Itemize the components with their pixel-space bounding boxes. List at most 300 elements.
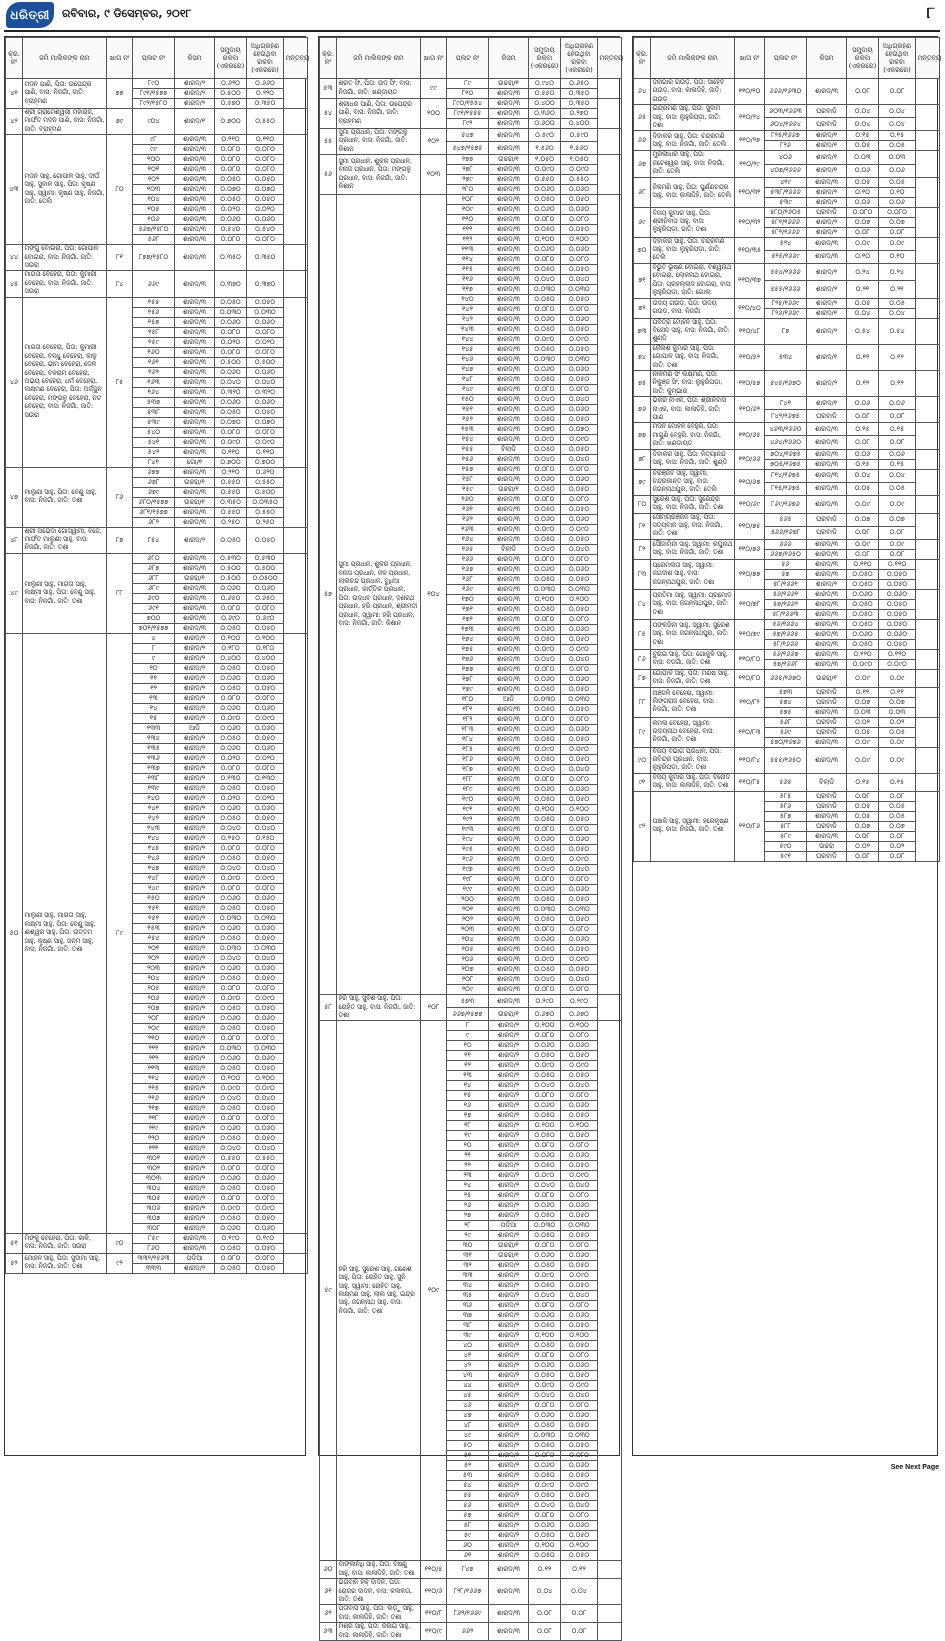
total-area: ୦.୦୩୦ [529,585,561,595]
acquired-area: ୦.୦୬୦ [561,405,598,415]
acquired-area: ୦.୫୪ [879,318,916,344]
plot-number: ୮୫୪ [133,527,175,553]
total-area: ୦.୦୫୦ [215,663,247,673]
total-area: ୦.୦୫୦ [215,1243,247,1253]
kisam: ଶାରଦ/୨ [489,1261,529,1271]
total-area: ୦.୦୫ [847,727,879,737]
plot-number: ୬୮୮ [133,573,175,583]
remarks [916,649,940,669]
acquired-area: ୦.୦୪ [879,105,916,118]
khata-number: ୧୧୦/୮୬ [735,791,765,861]
acquired-area: ୦.୦୮୦ [247,155,284,165]
acquired-area: ୦.୦୬୦ [247,803,284,813]
kisam: ଶାରଦ/୨ [489,1401,529,1411]
acquired-area: ୦.୦୫୦ [247,683,284,693]
plot-number: ୧୮ [447,1121,489,1131]
total-area: ୦.୦୮ [847,851,879,861]
kisam: ଘରବାଡି [807,687,847,697]
plot-number: ୨୦୯ [133,1023,175,1033]
total-area: ୦.୬୫୦ [215,593,247,603]
remarks [916,423,940,449]
plot-number: ୨୧୦ [133,1033,175,1043]
kisam: ଶାରଦ/୩ [807,747,847,773]
total-area: ୦.୦୩୦ [215,1043,247,1053]
plot-number: ୨୩ [447,1171,489,1181]
plot-number: ୧୧୬ [447,275,489,285]
plot-number: ୨୨ [447,1161,489,1171]
total-area: ୦.୧୦୦ [529,1021,561,1031]
total-area: ୦.୦୮ [847,79,879,105]
total-area: ୦.୦୮ [529,1605,561,1623]
owner-name: ଶ୍ରୀଧର ପାଣି, ପିତା: ଉପେନ୍ଦ୍ର ପାଣି, ବାସ: ନିଜଗାଁ, ଜାତି: ବ୍ରାହ୍ମଣ [337,99,421,129]
kisam: ଶାରଦ/୨ [489,1541,529,1551]
kisam: ଶାରଦ/୨ [489,1051,529,1061]
total-area: ୦.୦୪୦ [529,1181,561,1191]
total-area: ୦.୦୮ [847,791,879,801]
acquired-area: ୦.୧୧୦ [879,559,916,569]
plot-number: ୪୬ [447,1401,489,1411]
remarks [598,155,622,195]
total-area: ୦.୦୮ [847,831,879,841]
acquired-area: ୦.୦୬୦ [561,245,598,255]
plot-number: ୧୭୮ [447,675,489,685]
acquired-area: ୧.୦୫୦ [561,155,598,165]
kisam: ଶାରଦ/୨ [489,1081,529,1091]
kisam: ଶାରଦ/୨ [489,1471,529,1481]
kisam: ଶାରଦ/୧ [807,164,847,177]
kisam: ଶାରଦ/୩ [489,975,529,985]
total-area: ୦.୦୩୦ [529,695,561,705]
owner-name: ଚିରଞ୍ଜିବ ସାହୁ, ସ୍ୱାମୀ: ଚନ୍ଦ୍ରକାନ୍ତ ସାହୁ, ବାସ: ଜଗନ୍ନାଥପୁର, ଜାତି: ତେଲି [651,469,735,495]
total-area: ୦.୦୬ [847,397,879,410]
acquired-area: ୦.୦୬୦ [561,1201,598,1211]
acquired-area: ୦.୦୯୦ [561,1061,598,1071]
acquired-area: ୦.୦୪୦ [247,823,284,833]
kisam: ଶାରଦ/୨ [175,973,215,983]
acquired-area: ୦.୦୫୦ [561,1491,598,1501]
acquired-area: ୦.୫୫୦ [247,507,284,517]
plot-number: ୮୨୬ [765,141,807,151]
plot-number: ୧୮୭ [447,765,489,775]
total-area: ୦.୦୫ [847,801,879,811]
plot-number: ୧୪ [447,1081,489,1091]
acquired-area: ୦.୦୬ [879,164,916,177]
total-area: ୦.୦୮୦ [529,1511,561,1521]
kisam: ଶାରଦ/୨ [175,783,215,793]
plot-number: ୧୪୪ [133,833,175,843]
kisam: ଶାରଦ/୩ [175,437,215,447]
kisam: ଶାରଦ/୨ [489,1321,529,1331]
plot-number: ୭୦୫/୧୬୭୫ [765,459,807,469]
header-remarks: ମନ୍ତବ୍ୟ [598,38,622,79]
kisam: ଶାରଦ/୩ [489,825,529,835]
acquired-area: ୦.୦୮୦ [561,985,598,995]
kisam: ଶାରଦ/୩ [489,945,529,955]
table-row [320,99,622,109]
acquired-area: ୦.୦୫୦ [561,1421,598,1431]
remarks [916,318,940,344]
total-area: ୦.୦୫୦ [529,1261,561,1271]
total-area: ୦.୦୨ [847,841,879,851]
kisam: ଶାରଦ/୩ [807,609,847,619]
plot-number: ୧୫୮ [447,475,489,485]
plot-number: ୬୬୬/୧୬୩୦ [765,79,807,105]
table-row [634,344,940,370]
total-area: ୦.୦୭ [847,821,879,831]
remarks [284,1233,308,1253]
kisam: ଶାରଦ/୩ [175,377,215,387]
acquired-area: ୦.୦୮୦ [561,825,598,835]
plot-number: ୬୭୮ [133,477,175,487]
table-row [634,423,940,436]
serial-number: ୮୯ [634,717,651,747]
khata-number: ୮୫ [107,297,133,467]
total-area: ୦.୦୫୦ [529,575,561,585]
kisam: ଶାରଦ/୩ [489,165,529,175]
total-area: ୦.୦୫୦ [215,1133,247,1143]
acquired-area: ୦.୦୬୦ [561,935,598,945]
acquired-area: ୦.୦୮୦ [247,693,284,703]
acquired-area: ୦.୦୫ [879,298,916,308]
kisam: ଶାରଦ/୧ [807,151,847,164]
acquired-area: ୦.୦୫୦ [561,605,598,615]
remarks [916,263,940,298]
total-area: ୦.୦୬୦ [215,723,247,733]
acquired-area: ୦.୦୫ [879,727,916,737]
total-area: ୦.୦୯୦ [529,1271,561,1281]
kisam: ଶାରଦ/୨ [175,913,215,923]
kisam: ଶାରଦ/୩ [489,705,529,715]
plot-number: ୮୭ [765,318,807,344]
serial-number: ୮୪ [634,589,651,619]
plot-number: ୧୪୧ [133,803,175,813]
kisam: ଶାରଦ/୩ [489,405,529,415]
plot-number: ୨୦୨ [133,953,175,963]
plot-number: ୧୩୮ [133,773,175,783]
plot-number: ୧୦୨ [133,175,175,185]
plot-number: ୨୨୧ [133,1143,175,1153]
owner-name: ଜିକମଣି ସାହୁ, ପିତା: ପୁର୍ଣ୍ଣଚନ୍ଦ୍ର ସାହୁ, ବାସ: କାଳାଡିହି, ଜାତି: ତେଲି [651,177,735,207]
plot-number: ୮୭୭/୧୫୮୦ [133,245,175,271]
plot-number: ୫୭/୧୬୬୨ [765,599,807,609]
owner-name: ମାଲୁଣୀ ସାହୁ, ମାଗତା ସାହୁ, ଲକ୍ଷ୍ମୀ ସାହୁ, ପିତା: ବେଣୁ ସାହୁ, ଈଶ୍ୱର ସାହୁ, ପିତା: ଉତ୍ତମ ସାହୁ, କୃଷ୍ଣ ସାହୁ, ଜନ୍ମ ସାହୁ, ବାସ: ନିଜଗାଁ, ଜାତି: ତଶା [23,633,107,1233]
total-area: ୦.୦୫୦ [215,813,247,823]
remarks [916,513,940,539]
kisam: ଶାରଦ/୨ [175,1033,215,1043]
kisam: ଶାରଦ/୨ [175,703,215,713]
kisam: ଶାରଦ/୨ [175,813,215,823]
plot-number: ୬୬୭/୧୬୫୦ [765,549,807,559]
kisam: ଶାରଦ/୩ [489,555,529,565]
plot-number: ୧୯୬ [447,855,489,865]
acquired-area: ୦.୧୦୦ [247,633,284,643]
acquired-area: ୦.୦୮୦ [561,715,598,725]
owner-name: ପଞ୍ଚାକି ସାହୁ, ସ୍ୱାମୀ: ହରେକୃଷ୍ଣ ସାହୁ, ବାସ: ନିଜଗାଁ, ଜାତି: ତଶା [651,791,735,861]
kisam: ଶାରଦ/୨ [175,993,215,1003]
plot-number: ୧୫୨ [447,415,489,425]
plot-number: ୩୩୨/୧୫୬୩ [133,1253,175,1263]
total-area: ୦.୫୫୦ [215,1153,247,1163]
acquired-area: ୦.୦୬୦ [247,963,284,973]
table-row [6,1253,308,1263]
kisam: ଶାରଦ/୩ [175,271,215,297]
notice-column-3 [632,36,942,1456]
total-area: ୦.୦୯୦ [215,1203,247,1213]
plot-number: ୨୭୮ [447,165,489,175]
total-area: ୦.୧୮୦ [215,643,247,653]
acquired-area: ୦.୦୬୦ [561,835,598,845]
table-row [6,633,308,643]
plot-number: ୫୩୭ [133,397,175,407]
plot-number: ୨୦୮ [447,975,489,985]
total-area: ୦.୦୯୦ [529,1171,561,1181]
plot-number: ୨୦୫ [447,945,489,955]
plot-number: ୧୫ [133,713,175,723]
acquired-area: ୦.୦୪୦ [561,1181,598,1191]
kisam: ଶାରଦ/୩ [489,1579,529,1605]
plot-number: ୧୬୫ [447,545,489,555]
plot-number: ୧୮୩ [447,725,489,735]
acquired-area: ୦.୦୮୦ [247,883,284,893]
plot-number: ୧୫୬ [447,455,489,465]
plot-number: ୧୩୬ [133,753,175,763]
khata-number: ୧୦୩ [421,155,447,195]
table-row [634,449,940,459]
kisam: ଶାରଦ/୩ [175,427,215,437]
table-row [634,717,940,727]
total-area: ୦.୦୮୦ [529,1191,561,1201]
plot-number: ୪୦୬ [765,151,807,164]
khata-number: ୧୧୦/୭୬ [735,539,765,559]
plot-number: ୬୬୨ [447,1623,489,1641]
khata-number: ୮୦ [107,135,133,245]
serial-number: ୮୧ [634,513,651,539]
acquired-area: ୦.୦୫୦ [561,1321,598,1331]
total-area: ୦.୦୨୦ [215,793,247,803]
kisam: ଶାରଦ/୨ [175,823,215,833]
acquired-area: ୦.୦୫୦ [561,1111,598,1121]
owner-name: ସୌଦାମିନୀ ସାହୁ, ସ୍ୱାମୀ: ରଘୁନାଥ ସାହୁ, ବାସ: ନିଜଗାଁ, ଜାତି: ତଶା [651,539,735,559]
kisam: ଶାରଦ/୩ [489,185,529,195]
kisam: ଶାରଦ/୩ [489,865,529,875]
kisam: ଶାରଦ/୧ [807,131,847,141]
owner-name: ଶ୍ରୀ ଗ୍ରାମେଶ୍ୱରୀ ମହାରାଜ, ମାର୍ଫତ ମଦନ ପାଣି, ବାସ: ନିଜଗାଁ, ଜାତି: ବ୍ରାହ୍ମଣ [23,109,107,135]
table-row [634,207,940,217]
serial-number: ୬୨ [320,1605,337,1623]
plot-number: ୧୬୩ [133,377,175,387]
plot-number: ୪ [133,633,175,643]
kisam: ଶାରଦ/୨ [489,1231,529,1241]
total-area: ୦.୦୫୦ [529,225,561,235]
kisam: ଶାରଦ/୩ [489,675,529,685]
serial-number: ୪୭ [6,467,23,527]
plot-number: ୨୪ [447,1181,489,1191]
total-area: ୦.୦୯୦ [215,713,247,723]
kisam: ଶାରଦ/୨ [175,833,215,843]
land-table-1 [5,37,308,1274]
total-area: ୦.୦୮ [847,436,879,449]
plot-number: ୧୦୧ [133,165,175,175]
plot-number: ୧୬୧ [133,357,175,367]
kisam: ଶାରଦ/୨ [489,1311,529,1321]
khata-number: ୮୪ [107,271,133,297]
plot-number: ୧୮୬ [447,755,489,765]
kisam: ଶାରଦ/୩ [807,559,847,569]
kisam: ଶାରଦ/୩ [489,99,529,109]
total-area: ୦.୦୫୦ [847,599,879,609]
table-row [634,747,940,773]
plot-number: ୧୧ [447,1051,489,1061]
total-area: ୦.୦୯୦ [215,437,247,447]
table-row [634,397,940,410]
acquired-area: ୦.୦୯୦ [247,437,284,447]
total-area: ୦.୦୮୦ [529,985,561,995]
plot-number: ୫୮୯ [765,831,807,841]
plot-number: ୪୩ [447,1371,489,1381]
kisam: ଶାରଦ/୩ [807,619,847,629]
kisam: ଶାରଦ/୩ [489,875,529,885]
plot-number: ୧୯୦ [447,795,489,805]
kisam: ଶାରଦ/୩ [175,297,215,307]
total-area: ୦.୦୭ [847,513,879,526]
plot-number: ୫୮/୧୬୬୩ [765,609,807,619]
total-area: ୦.୦୯୦ [215,873,247,883]
acquired-area: ୦.୦୮୦ [247,1113,284,1123]
plot-number: ୧୫୮ [133,327,175,337]
plot-number: ୧୯୨ [447,815,489,825]
total-area: ୦.୦୬୦ [529,475,561,485]
total-area: ୦.୦୮୦ [529,255,561,265]
kisam: ଶାରଦ/୩ [489,885,529,895]
owner-name: ମାଲୁଣୀ ସାହୁ, ମାଗତା ସାହୁ, ଲକ୍ଷ୍ମୀ ସାହୁ, ପିତା: ବେଣୁ ସାହୁ, ବାସ: ନିଜଗାଁ, ଜାତି: ତଶା [23,553,107,633]
plot-number: ୫୪୭ [447,129,489,142]
total-area: ୦.୦୩୦ [529,1221,561,1231]
remarks [284,245,308,271]
owner-name: ବିଜୟ ବିଭାଗ ପ୍ରଧାନ, ପିତା: ରବିନ୍ଦ୍ର ପ୍ରଧାନ, ବାସ: ଲୁହୁରିପଡ଼ା, ଜାତି: ତଶା [651,747,735,773]
plot-number: ୨୦୯ [447,985,489,995]
remarks [916,131,940,151]
acquired-area: ୦.୫୩୦ [247,553,284,563]
khata-number: ୧୦୮ [421,995,447,1021]
total-area: ୦.୦୯ [847,237,879,250]
serial-number: ୭୩ [634,318,651,344]
total-area: ୦.୫୭୦ [215,99,247,109]
kisam: ଶାରଦ/୩ [489,535,529,545]
kisam: ଶାରଦ/୩ [489,575,529,585]
table-row [634,513,940,526]
serial-number: ୫୦ [6,633,23,1233]
remarks [916,669,940,687]
total-area: ୦.୦୪୦ [529,1291,561,1301]
kisam: ଶାରଦ/୩ [489,855,529,865]
serial-number: ୯୨ [634,791,651,861]
serial-number: ୬୮ [634,177,651,207]
kisam: ଶାରଦ/୩ [489,325,529,335]
table-row [320,155,622,165]
plot-number: ୧୭୯ [447,685,489,695]
plot-number: ୧୦୪ [133,195,175,205]
acquired-area: ୦.୦୫୦ [247,733,284,743]
plot-number: ୨୧୮ [133,1113,175,1123]
total-area: ୦.୦୫୦ [529,605,561,615]
acquired-area: ୦.୦୫୦ [561,535,598,545]
kisam: ଘରବାଡି [807,207,847,217]
plot-number: ୮୧୫/୧୬୭୫ [765,482,807,495]
serial-number: ୬୫ [634,105,651,131]
plot-number: ୩୨ [447,1261,489,1271]
table-row [634,687,940,697]
plot-number: ୫୯୧ [765,851,807,861]
total-area: ୦.୦୭ [847,217,879,227]
acquired-area: ୦.୦୪୦ [561,275,598,285]
plot-number: ୫୩୮/୧୬୬୬ [765,187,807,197]
total-area: ୦.୦୩୦ [529,1431,561,1441]
acquired-area: ୦.୦୫୦ [247,623,284,633]
total-area: ୦.୦୯୦ [529,335,561,345]
acquired-area: ୦.୦୩ [879,707,916,717]
kisam: ଶାରଦ/୨ [489,1391,529,1401]
total-area: ୦.୬୭୦ [529,1008,561,1021]
table-row [6,79,308,89]
plot-number: ୧୫୯ [447,485,489,495]
acquired-area: ୦.୧୧ [879,687,916,697]
acquired-area: ୦.୦୫୦ [879,599,916,609]
table-row [634,237,940,250]
plot-number: ୬୦୪/୧୬୬୪ [765,118,807,131]
total-area: ୦.୦୯୦ [529,525,561,535]
acquired-area: ୦.୦୪୦ [561,545,598,555]
kisam: ଶାରଦ/୨ [807,187,847,197]
serial-number: ୮୬ [634,649,651,669]
kisam: ଶାରଦ/୩ [489,345,529,355]
acquired-area: ୦.୩୫୦ [561,89,598,99]
serial-number: ୪୯ [6,553,23,633]
kisam: ଶାରଦ/୩ [807,237,847,250]
total-area: ୦.୦୪ [847,105,879,118]
acquired-area: ୦.୦୬୦ [561,315,598,325]
plot-number: ୧୧୧ [447,225,489,235]
serial-number: ୭୧ [634,263,651,298]
kisam: ଶାରଦ/୨ [175,743,215,753]
total-area: ୦.୦୫୦ [529,1111,561,1121]
header-owner: ଜମି ମାଲିକଙ୍କ ନାମ [337,38,421,79]
acquired-area: ୦.୧୦୦ [561,1541,598,1551]
kisam: ଶାରଦ/୩ [489,285,529,295]
kisam: ଶାରଦ/୨ [175,1193,215,1203]
kisam: ପଡ଼ିଆ [175,1253,215,1263]
kisam: ଘରବାଡି [807,526,847,539]
remarks [284,467,308,527]
plot-number: ୮୬୯/୧୬୭୬ [765,495,807,513]
kisam: ଶାରଦ/୨ [489,1341,529,1351]
acquired-area: ୦.୧୦୦ [247,1073,284,1083]
kisam: ଶାରଦ/୨ [489,1441,529,1451]
plot-number: ୧୪୦ [133,793,175,803]
plot-number: ୨୫ [447,1191,489,1201]
total-area: ୦.୦୮୦ [529,465,561,475]
kisam: ଶାରଦ/୩ [807,811,847,821]
kisam: ଶାରଦ/୨ [175,803,215,813]
plot-number: ୧୨ [447,1061,489,1071]
khata-number: ୧୦୯ [421,1021,447,1561]
acquired-area: ୦.୦୫୦ [561,945,598,955]
acquired-area: ୦.୦୫୦ [247,527,284,553]
total-area: ୦.୫୫୦ [215,507,247,517]
remarks [916,298,940,318]
total-area: ୦.୦୫୦ [847,619,879,629]
acquired-area: ୦.୦୬୦ [247,397,284,407]
plot-number: ୮୫୯ [133,1233,175,1243]
